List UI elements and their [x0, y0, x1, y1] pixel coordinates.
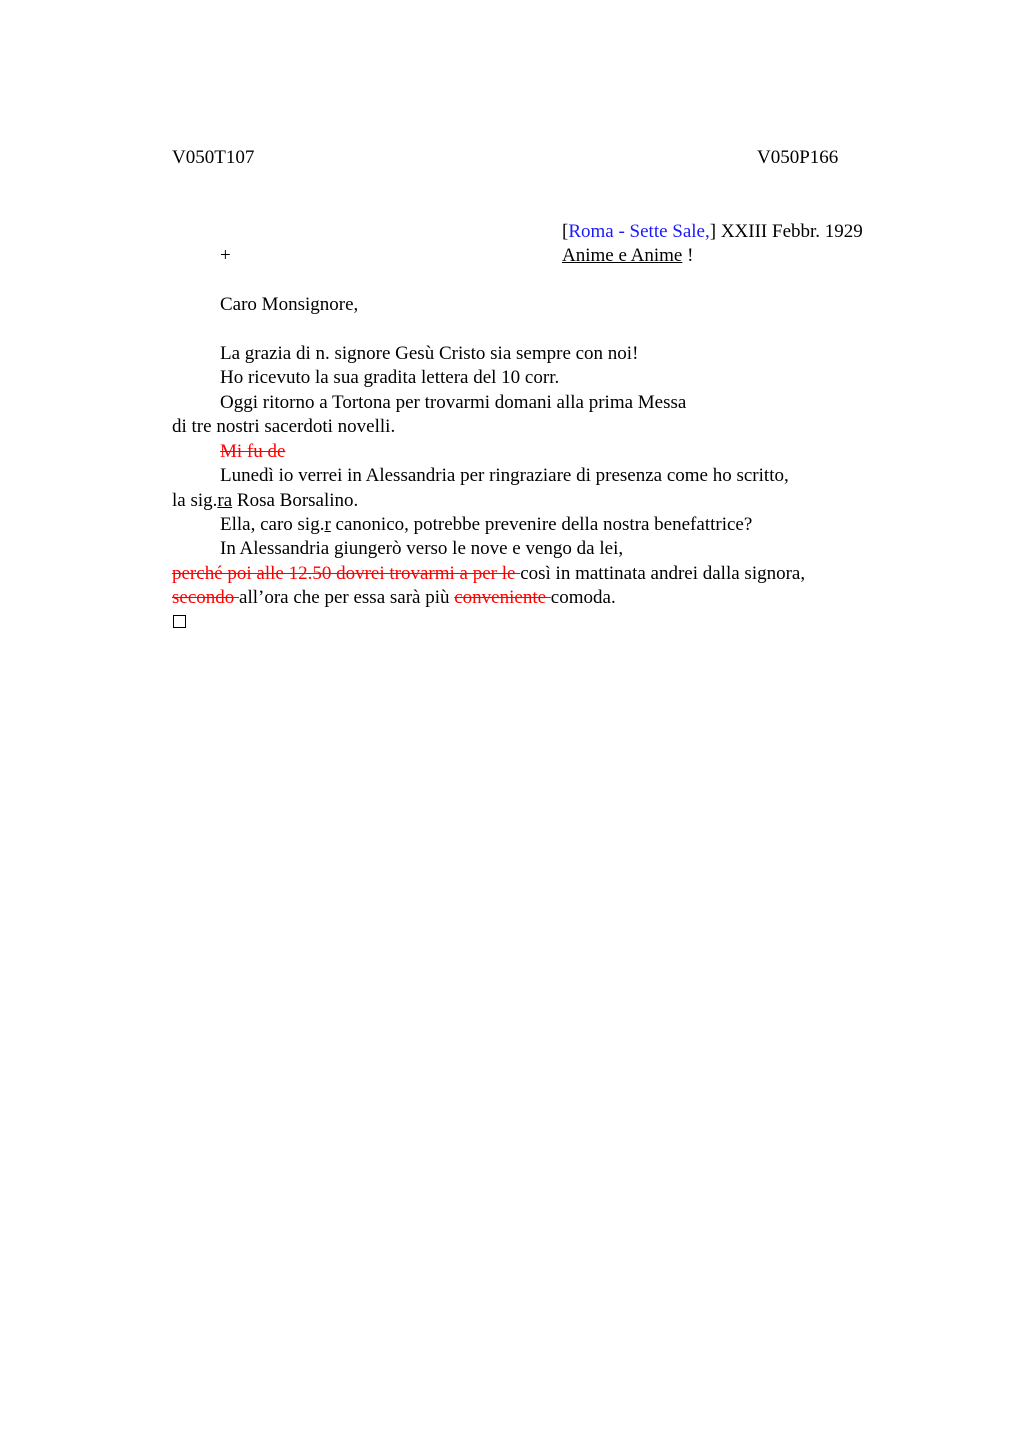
line-11-text-b: all’ora che per essa sarà più — [239, 587, 455, 608]
line-7-text-a: la sig. — [172, 490, 218, 511]
body-line-10 — [172, 562, 805, 586]
line-10-deleted: perché poi alle 12.50 dovrei trovarmi a per le — [172, 563, 521, 584]
cross-symbol: + — [220, 245, 231, 266]
body-line-11 — [172, 586, 616, 610]
body-line-4: di tre nostri sacerdoti novelli. — [172, 416, 396, 437]
line-7-abbrev: ra — [217, 490, 233, 511]
document-code-left: V050T107 — [172, 147, 255, 168]
motto — [562, 244, 693, 268]
line-8-abbrev: r — [324, 514, 331, 535]
line-7-text-b: Rosa Borsalino. — [232, 490, 359, 511]
body-line-2: Ho ricevuto la sua gradita lettera del 10 corr. — [220, 367, 560, 388]
document-code-right: V050P166 — [757, 147, 839, 168]
motto-end: ! — [682, 245, 694, 266]
dateline-open-bracket: [ — [562, 221, 569, 242]
body-line-1: La grazia di n. signore Gesù Cristo sia sempre con noi! — [220, 343, 639, 364]
body-line-3: Oggi ritorno a Tortona per trovarmi domani alla prima Messa — [220, 392, 687, 413]
dateline-close-bracket: ] — [709, 221, 717, 242]
body-line-9: In Alessandria giungerò verso le nove e vengo da lei, — [220, 538, 624, 559]
dateline-date: XXIII Febbr. 1929 — [716, 221, 863, 242]
line-10-text: così in mattinata andrei dalla signora, — [520, 563, 806, 584]
body-line-7 — [172, 489, 358, 513]
line-11-deleted-b: conveniente — [454, 587, 551, 608]
line-11-text-c: comoda. — [550, 587, 616, 608]
line-11-deleted-a: secondo — [172, 587, 240, 608]
salutation: Caro Monsignore, — [220, 294, 359, 315]
square-icon — [173, 615, 186, 628]
deleted-text-line-5: Mi fu de — [220, 441, 286, 462]
line-8-text-a: Ella, caro sig. — [220, 514, 325, 535]
motto-text: Anime e Anime — [562, 245, 683, 266]
dateline — [562, 220, 863, 244]
body-line-8 — [220, 513, 752, 537]
line-8-text-b: canonico, potrebbe prevenire della nostra benefattrice? — [330, 514, 753, 535]
body-line-6: Lunedì io verrei in Alessandria per ringraziare di presenza come ho scritto, — [220, 465, 789, 486]
dateline-place: Roma - Sette Sale, — [568, 221, 710, 242]
